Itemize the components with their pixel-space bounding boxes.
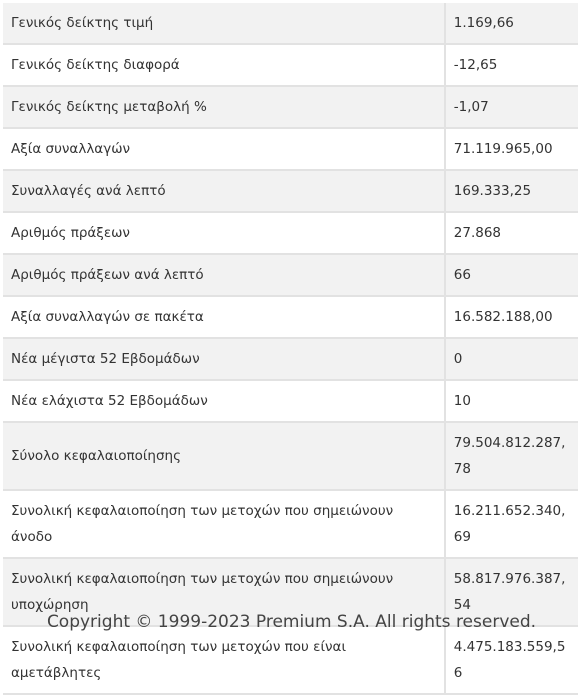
row-label: Νέα μέγιστα 52 Εβδομάδων	[3, 339, 446, 381]
table-row	[3, 171, 578, 213]
row-label: Σύνολο κεφαλαιοποίησης	[3, 423, 446, 491]
table-row	[3, 627, 578, 695]
market-stats-table	[3, 3, 578, 695]
table-row	[3, 423, 578, 491]
row-value: -12,65	[446, 45, 578, 87]
row-label: Αριθμός πράξεων ανά λεπτό	[3, 255, 446, 297]
row-value: 79.504.812.287,78	[446, 423, 578, 491]
table-row	[3, 87, 578, 129]
row-value: 66	[446, 255, 578, 297]
row-label: Αξία συναλλαγών σε πακέτα	[3, 297, 446, 339]
row-value: 10	[446, 381, 578, 423]
row-value: 16.582.188,00	[446, 297, 578, 339]
table-row	[3, 339, 578, 381]
row-value: 4.475.183.559,56	[446, 627, 578, 695]
row-value: 71.119.965,00	[446, 129, 578, 171]
table-row	[3, 491, 578, 559]
row-value: -1,07	[446, 87, 578, 129]
row-label: Αξία συναλλαγών	[3, 129, 446, 171]
row-value: 58.817.976.387,54	[446, 559, 578, 627]
row-label: Συνολική κεφαλαιοποίηση των μετοχών που σημειώνουν υποχώρηση	[3, 559, 446, 627]
table-row	[3, 213, 578, 255]
row-label: Αριθμός πράξεων	[3, 213, 446, 255]
row-label: Νέα ελάχιστα 52 Εβδομάδων	[3, 381, 446, 423]
table-row	[3, 3, 578, 45]
row-label: Συναλλαγές ανά λεπτό	[3, 171, 446, 213]
table-row	[3, 381, 578, 423]
table-row	[3, 129, 578, 171]
row-value: 16.211.652.340,69	[446, 491, 578, 559]
copyright-footer: Copyright © 1999-2023 Premium S.A. All rights reserved.	[46, 612, 537, 632]
table-row	[3, 255, 578, 297]
row-value: 0	[446, 339, 578, 381]
row-value: 1.169,66	[446, 3, 578, 45]
row-label: Συνολική κεφαλαιοποίηση των μετοχών που είναι αμετάβλητες	[3, 627, 446, 695]
row-label: Συνολική κεφαλαιοποίηση των μετοχών που σημειώνουν άνοδο	[3, 491, 446, 559]
table-row	[3, 45, 578, 87]
market-stats-table-container	[3, 3, 578, 695]
row-label: Γενικός δείκτης μεταβολή %	[3, 87, 446, 129]
table-row	[3, 297, 578, 339]
row-label: Γενικός δείκτης τιμή	[3, 3, 446, 45]
row-label: Γενικός δείκτης διαφορά	[3, 45, 446, 87]
row-value: 27.868	[446, 213, 578, 255]
row-value: 169.333,25	[446, 171, 578, 213]
